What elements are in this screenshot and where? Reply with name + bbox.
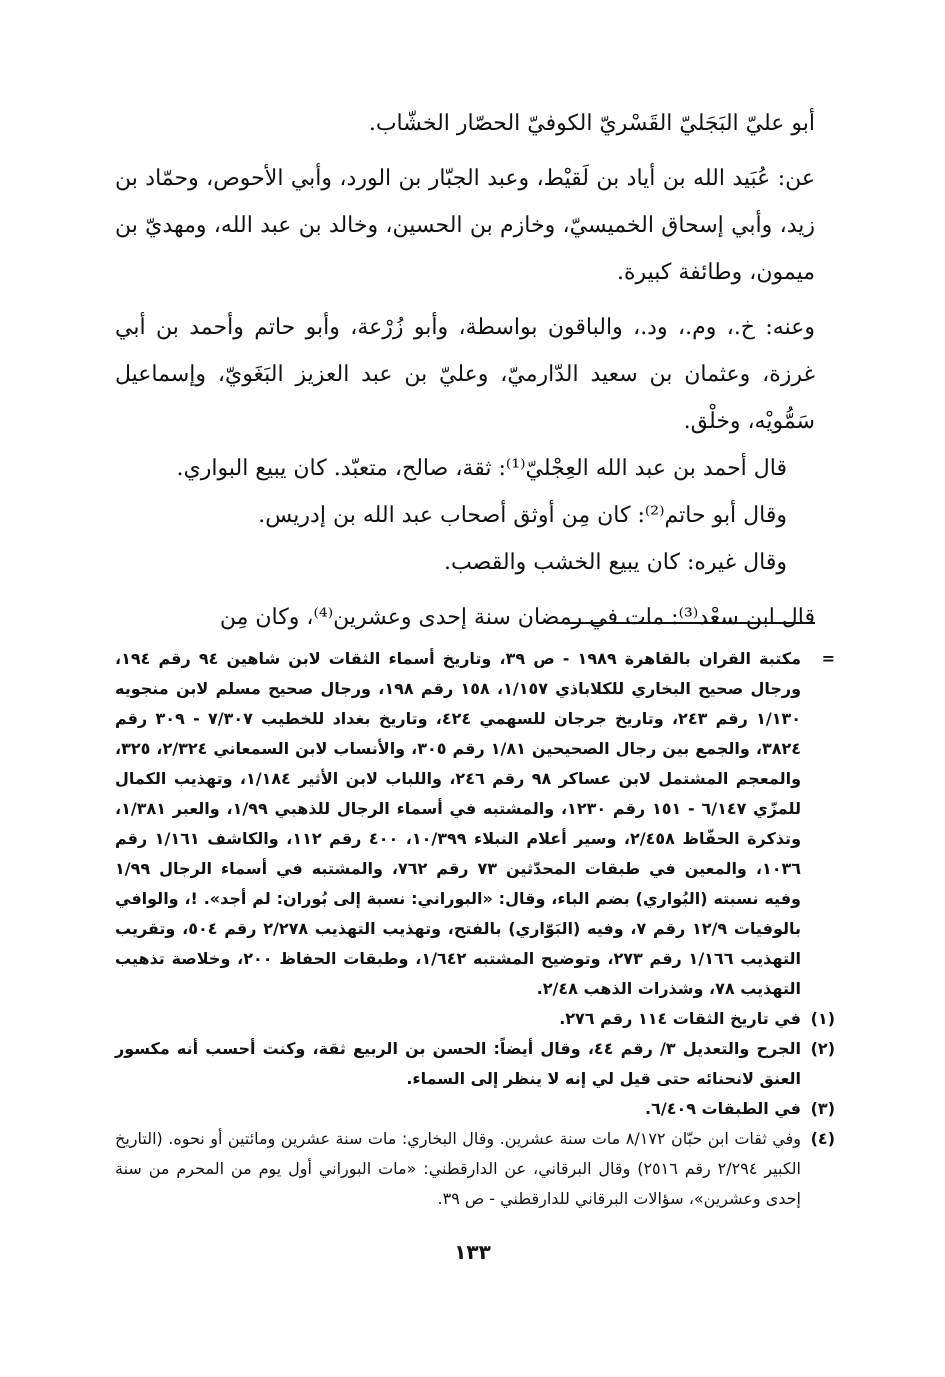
footnote-mark: (٢) xyxy=(810,1039,835,1058)
page-number: ١٣٣ xyxy=(454,1240,491,1264)
footnote-text: في تاريخ الثقات ١١٤ رقم ٢٧٦. xyxy=(559,1009,801,1028)
paragraph-ijli: قال أحمد بن عبد الله العِجْليّ⁽¹⁾: ثقة، صالح، متعبّد. كان يبيع البواري. xyxy=(176,456,787,481)
footnote-mark: (٤) xyxy=(810,1129,835,1148)
paragraph-name: أبو عليّ البَجَليّ القَسْريّ الكوفيّ الحصّار الخشّاب. xyxy=(368,111,815,136)
paragraph-abu-hatim: وقال أبو حاتم⁽²⁾: كان مِن أوثق أصحاب عبد الله بن إدريس. xyxy=(258,503,787,528)
footnote-mark: = xyxy=(821,649,835,668)
footnote-2 xyxy=(115,1034,835,1094)
footnote-continuation xyxy=(115,644,835,1004)
paragraph-ibn-sad: قال ابن سعْد⁽³⁾: مات في رمضان سنة إحدى وعشرين⁽⁴⁾، وكان مِن xyxy=(219,605,815,630)
footnote-text: وفي ثقات ابن حبّان ٨/١٧٢ مات سنة عشرين. وقال البخاري: مات سنة عشرين ومائتين أو نحوه. (التاريخ الكبير ٢/٢٩٤ رقم ٢٥١٦) وقال البرقاني، عن الدارقطني: «مات البوراني أول يوم من المحرم من سنة إحدى وعشرين»، سؤالات البرقاني للدارقطني - ص ٣٩. xyxy=(115,1129,801,1208)
footnote-3 xyxy=(115,1094,835,1124)
footnote-text: الجرح والتعديل ٣/ رقم ٤٤، وقال أيضاً: الحسن بن الربيع ثقة، وكنت أحسب أنه مكسور العنق لانحنائه حتى قيل لي إنه لا ينظر إلى السماء. xyxy=(115,1039,802,1088)
footnote-text: مكتبة القران بالقاهرة ١٩٨٩ - ص ٣٩، وتاريخ أسماء الثقات لابن شاهين ٩٤ رقم ١٩٤، ورجال صحيح البخاري للكلاباذي ١/١٥٧، ١٥٨ رقم ١٩٨، ورجال صحيح مسلم لابن منجويه ١/١٣٠ رقم ٢٤٣، وتاريخ جرجان للسهمي ٤٢٤، وتاريخ بغداد للخطيب ٧/٣٠٧ - ٣٠٩ رقم ٣٨٢٤، والجمع بين رجال الصحيحين ١/٨١ رقم ٣٠٥، والأنساب لابن السمعاني ٢/٣٢٤، ٣٢٥، والمعجم المشتمل لابن عساكر ٩٨ رقم ٢٤٦، واللباب لابن الأثير ١/١٨٤، وتهذيب الكمال للمزّي ٦/١٤٧ - ١٥١ رقم ١٢٣٠، والمشتبه في أسماء الرجال للذهبي ١/٩٩، والعبر ١/٣٨١، وتذكرة الحفّاظ ٢/٤٥٨، وسير أعلام النبلاء ١٠/٣٩٩، ٤٠٠ رقم ١١٢، والكاشف ١/١٦١ رقم ١٠٣٦، والمعين في طبقات المحدّثين ٧٣ رقم ٧٦٢، والمشتبه في أسماء الرجال ١/٩٩ وفيه نسبته (البُواري) بضم الباء، وقال: «البوراني: نسبة إلى بُوران: لم أجد». !، والوافي بالوفيات ١٢/٩ رقم ٧، وفيه (البَوّاري) بالفتح، وتهذيب التهذيب ٢/٢٧٨ رقم ٥٠٤، وتقريب التهذيب ١/١٦٦ رقم ٢٧٣، وتوضيح المشتبه ١/٦٤٢، وطبقات الحفاظ ٢٠٠، وخلاصة تذهيب التهذيب ٧٨، وشذرات الذهب ٢/٤٨. xyxy=(115,649,802,998)
footnote-1 xyxy=(115,1004,835,1034)
paragraph-students: وعنه: خ.، وم.، ود.، والباقون بواسطة، وأبو زُرْعة، وأبو حاتم وأحمد بن أبي غرزة، وعثمان بن سعيد الدّارميّ، وعليّ بن عبد العزيز البَغَويّ، وإسماعيل سَمُّويْه، وخلْق. xyxy=(115,315,815,434)
footnotes xyxy=(115,644,835,1214)
footnote-text: في الطبقات ٦/٤٠٩. xyxy=(645,1099,801,1118)
paragraph-teachers: عن: عُبَيد الله بن أياد بن لَقيْط، وعبد الجبّار بن الورد، وأبي الأحوص، وحمّاد بن زيد، وأبي إسحاق الخميسيّ، وخازم بن الحسين، وخالد بن عبد الله، ومهديّ بن ميمون، وطائفة كبيرة. xyxy=(115,166,815,285)
footnote-4 xyxy=(115,1124,835,1214)
footnote-mark: (٣) xyxy=(810,1099,835,1118)
footnote-mark: (١) xyxy=(810,1009,835,1028)
main-text xyxy=(115,100,815,641)
footnote-divider xyxy=(565,622,815,624)
paragraph-others: وقال غيره: كان يبيع الخشب والقصب. xyxy=(444,550,787,575)
